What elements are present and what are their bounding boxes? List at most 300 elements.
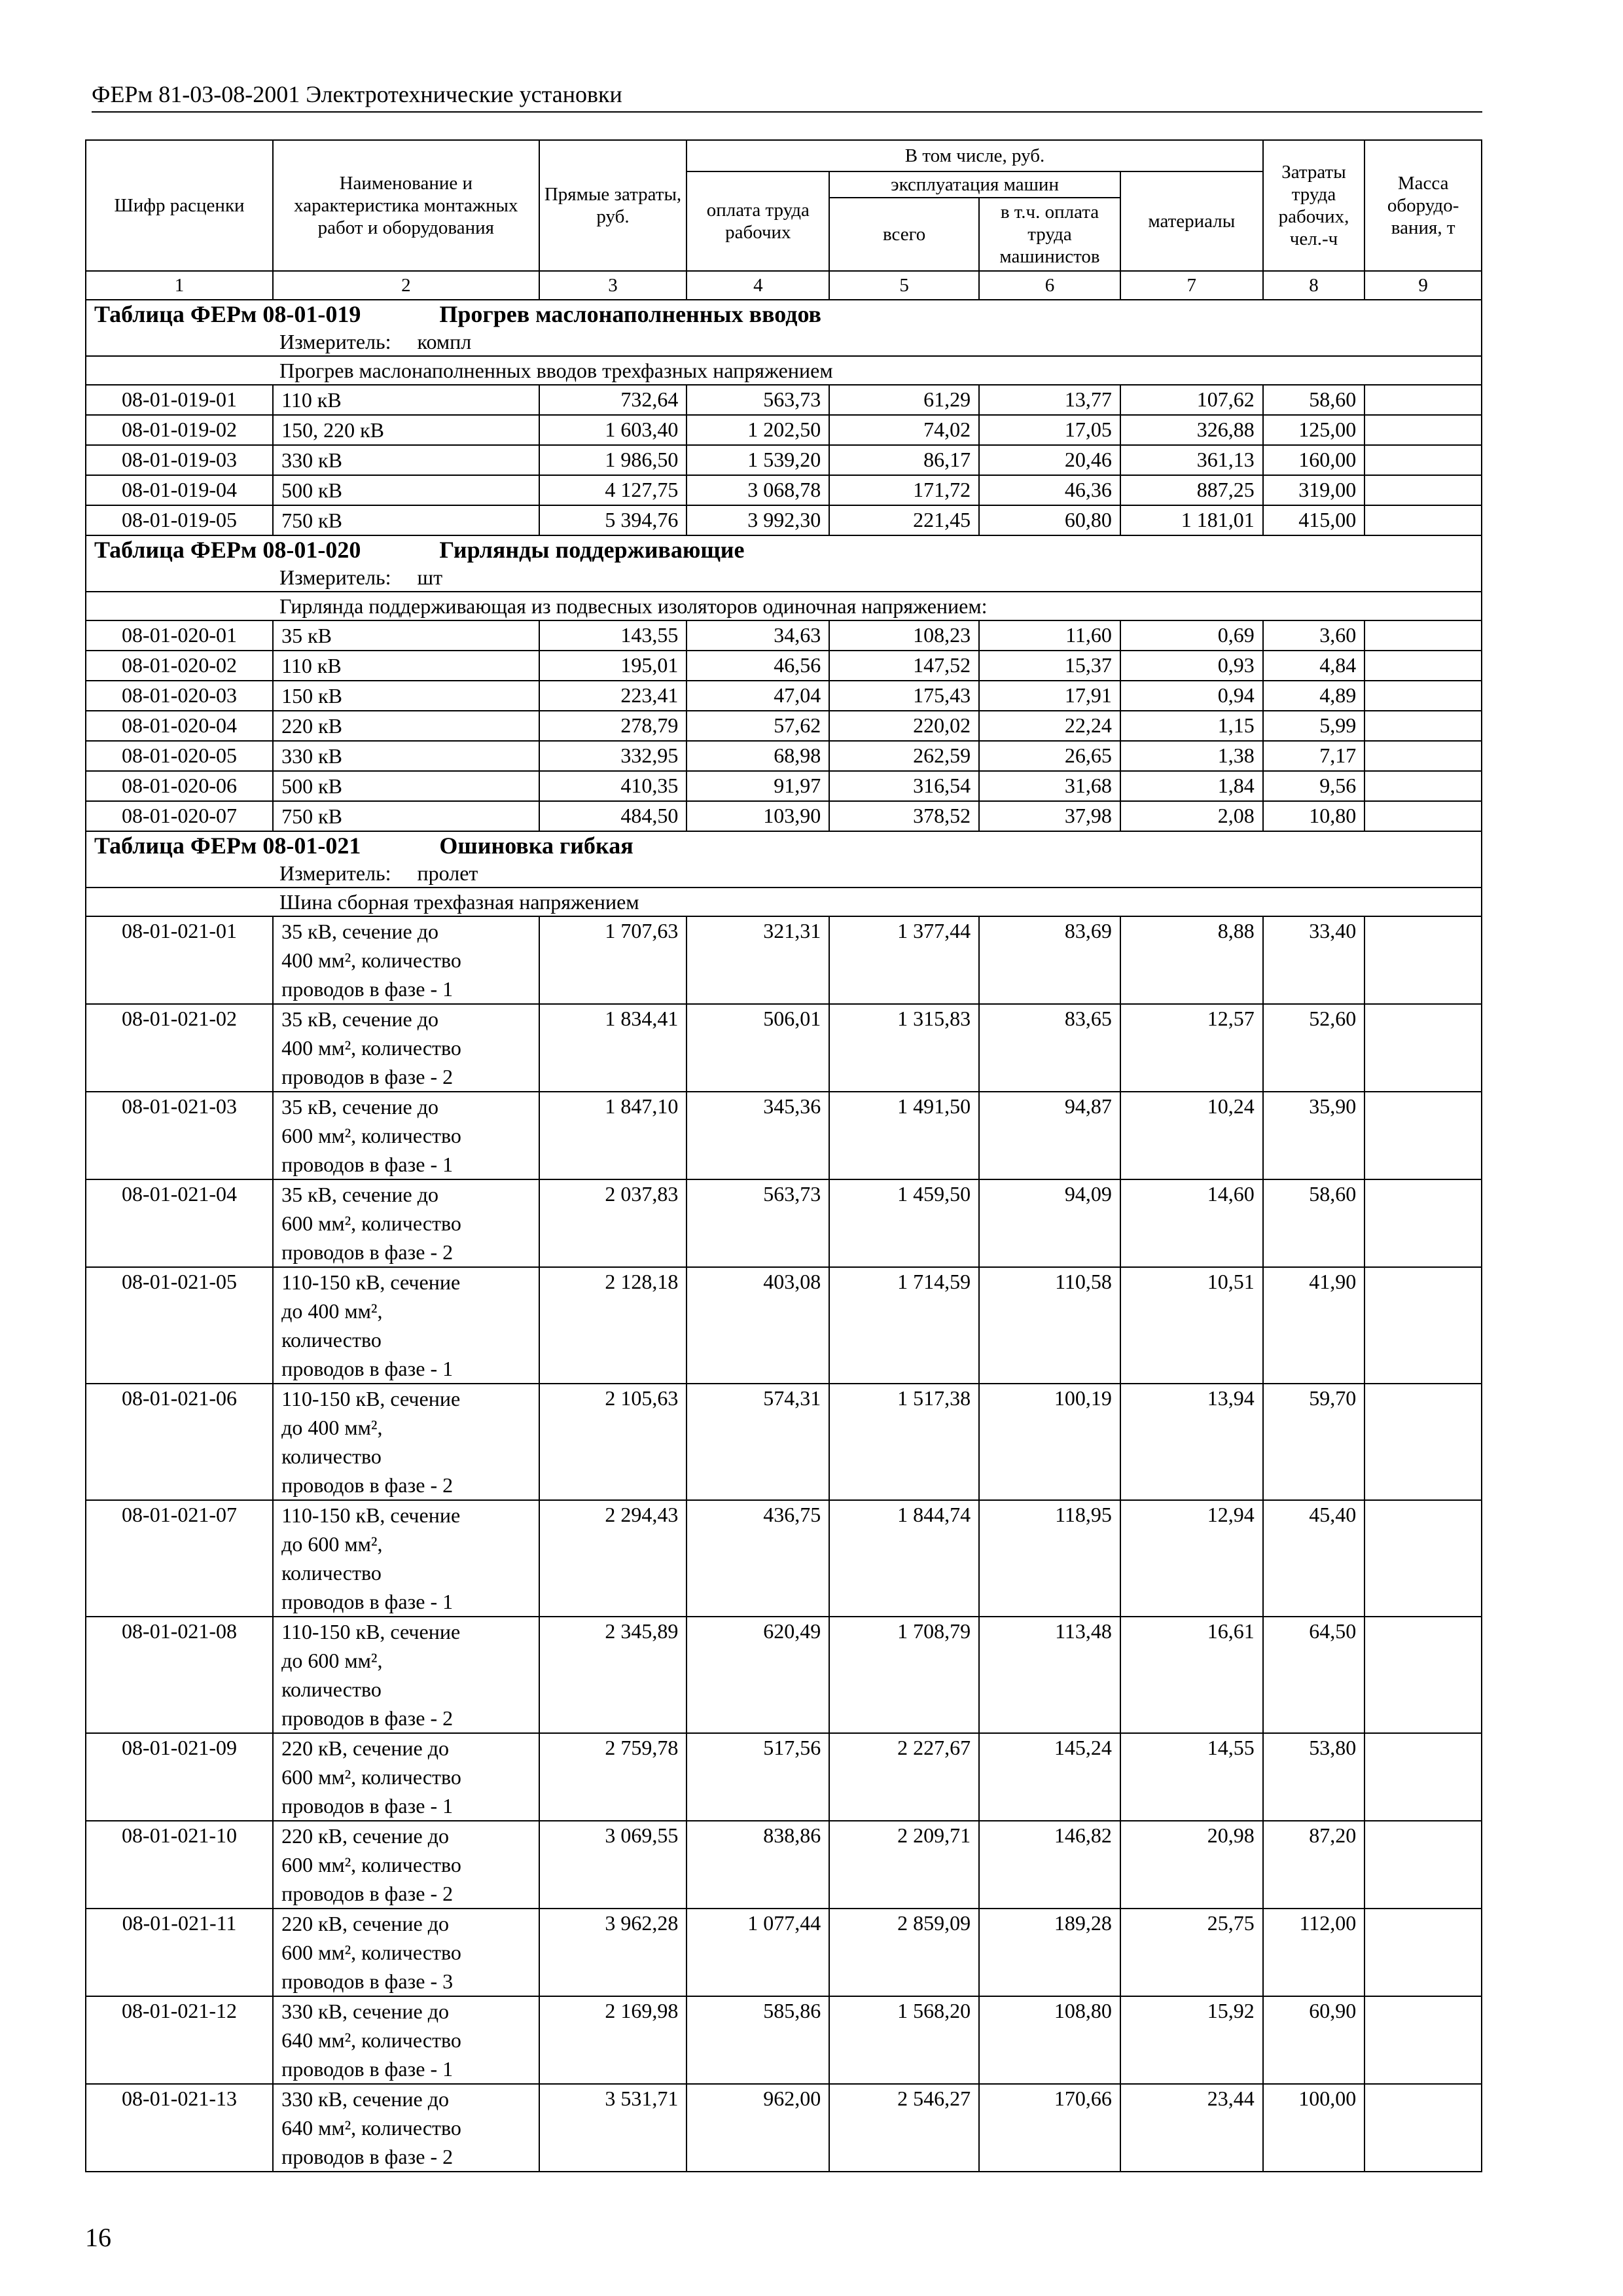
- value-materials: 8,88: [1120, 916, 1263, 1004]
- value-total: 221,45: [829, 505, 979, 535]
- table-row: [86, 1909, 1482, 1996]
- value-total: 2 859,09: [829, 1909, 979, 1996]
- value-operators: 145,24: [979, 1733, 1120, 1821]
- value-direct: 2 128,18: [539, 1267, 687, 1384]
- work-name-line: проводов в фазе - 3: [281, 1969, 454, 1993]
- value-labor: 91,97: [687, 771, 829, 801]
- value-operators: 83,65: [979, 1004, 1120, 1092]
- value-hours: 59,70: [1263, 1384, 1365, 1500]
- value-direct: 1 603,40: [539, 415, 687, 445]
- work-name-line: 330 кВ, сечение до: [281, 2000, 449, 2023]
- work-name: [273, 505, 539, 535]
- value-direct: 143,55: [539, 620, 687, 651]
- value-operators: 22,24: [979, 711, 1120, 741]
- value-labor: 585,86: [687, 1996, 829, 2084]
- value-labor: 47,04: [687, 681, 829, 711]
- rate-code: 08-01-020-02: [86, 651, 273, 681]
- header-code: Шифр расценки: [86, 140, 273, 271]
- work-name-line: проводов в фазе - 1: [281, 1357, 454, 1380]
- column-number: 9: [1364, 271, 1482, 300]
- value-materials: 14,60: [1120, 1179, 1263, 1267]
- work-name-line: 35 кВ, сечение до: [281, 1007, 438, 1031]
- table-row: [86, 741, 1482, 771]
- value-operators: 146,82: [979, 1821, 1120, 1909]
- value-direct: 223,41: [539, 681, 687, 711]
- rate-code: 08-01-021-02: [86, 1004, 273, 1092]
- work-name: [273, 475, 539, 505]
- table-row: [86, 1733, 1482, 1821]
- value-direct: 1 847,10: [539, 1092, 687, 1179]
- value-mass: [1364, 1909, 1482, 1996]
- header-name: Наименование и характеристика монтажных работ и оборудования: [273, 140, 539, 271]
- work-name: [273, 1617, 539, 1733]
- meter-value: компл: [417, 330, 472, 353]
- value-mass: [1364, 1617, 1482, 1733]
- value-operators: 94,09: [979, 1179, 1120, 1267]
- value-direct: 3 531,71: [539, 2084, 687, 2172]
- value-total: 61,29: [829, 385, 979, 415]
- section-meter-row: [86, 564, 1482, 592]
- value-direct: 332,95: [539, 741, 687, 771]
- value-mass: [1364, 1092, 1482, 1179]
- value-operators: 94,87: [979, 1092, 1120, 1179]
- work-name-line: 750 кВ: [281, 804, 342, 828]
- value-hours: 4,84: [1263, 651, 1365, 681]
- work-name-line: проводов в фазе - 1: [281, 977, 454, 1001]
- work-name-line: до 400 мм²,: [281, 1299, 383, 1323]
- value-labor: 57,62: [687, 711, 829, 741]
- value-operators: 17,91: [979, 681, 1120, 711]
- table-row: [86, 1267, 1482, 1384]
- rate-code: 08-01-021-01: [86, 916, 273, 1004]
- table-row: [86, 1384, 1482, 1500]
- value-total: 2 209,71: [829, 1821, 979, 1909]
- value-total: 316,54: [829, 771, 979, 801]
- table-row: [86, 651, 1482, 681]
- value-total: 147,52: [829, 651, 979, 681]
- value-hours: 52,60: [1263, 1004, 1365, 1092]
- work-name-line: 750 кВ: [281, 509, 342, 532]
- section-description: Прогрев маслонаполненных вводов трехфазных напряжением: [279, 359, 833, 382]
- table-body: [86, 300, 1482, 2172]
- table-row: [86, 2084, 1482, 2172]
- work-name-line: 600 мм², количество: [281, 1211, 461, 1235]
- value-mass: [1364, 741, 1482, 771]
- work-name-line: 600 мм², количество: [281, 1765, 461, 1789]
- value-total: 220,02: [829, 711, 979, 741]
- value-labor: 506,01: [687, 1004, 829, 1092]
- value-labor: 3 992,30: [687, 505, 829, 535]
- value-mass: [1364, 771, 1482, 801]
- section-label: Таблица ФЕРм 08-01-019: [94, 301, 361, 327]
- value-materials: 107,62: [1120, 385, 1263, 415]
- value-materials: 12,57: [1120, 1004, 1263, 1092]
- value-hours: 125,00: [1263, 415, 1365, 445]
- rate-code: 08-01-021-13: [86, 2084, 273, 2172]
- value-total: 74,02: [829, 415, 979, 445]
- value-operators: 26,65: [979, 741, 1120, 771]
- table-row: [86, 475, 1482, 505]
- value-operators: 17,05: [979, 415, 1120, 445]
- value-hours: 9,56: [1263, 771, 1365, 801]
- rate-code: 08-01-020-03: [86, 681, 273, 711]
- column-number: 5: [829, 271, 979, 300]
- value-direct: 4 127,75: [539, 475, 687, 505]
- rate-code: 08-01-019-05: [86, 505, 273, 535]
- value-labor: 103,90: [687, 801, 829, 831]
- value-materials: 10,51: [1120, 1267, 1263, 1384]
- work-name-line: 400 мм², количество: [281, 1036, 461, 1060]
- work-name-line: количество: [281, 1561, 382, 1585]
- rates-table: [85, 139, 1482, 2172]
- work-name-line: 220 кВ, сечение до: [281, 1912, 449, 1935]
- work-name-line: 110-150 кВ, сечение: [281, 1503, 461, 1527]
- value-hours: 87,20: [1263, 1821, 1365, 1909]
- value-operators: 31,68: [979, 771, 1120, 801]
- table-header: [86, 140, 1482, 300]
- work-name-line: 110-150 кВ, сечение: [281, 1620, 461, 1643]
- section-meter-row: [86, 859, 1482, 888]
- value-hours: 5,99: [1263, 711, 1365, 741]
- value-direct: 2 345,89: [539, 1617, 687, 1733]
- value-direct: 278,79: [539, 711, 687, 741]
- value-hours: 58,60: [1263, 1179, 1365, 1267]
- table-row: [86, 1617, 1482, 1733]
- value-direct: 2 105,63: [539, 1384, 687, 1500]
- rate-code: 08-01-021-10: [86, 1821, 273, 1909]
- work-name: [273, 711, 539, 741]
- rate-code: 08-01-020-04: [86, 711, 273, 741]
- value-labor: 3 068,78: [687, 475, 829, 505]
- meter-label: Измеритель:: [279, 861, 391, 885]
- work-name-line: 600 мм², количество: [281, 1941, 461, 1964]
- table-row: [86, 711, 1482, 741]
- work-name-line: 640 мм², количество: [281, 2116, 461, 2140]
- section-meter-row: [86, 328, 1482, 356]
- column-number: 6: [979, 271, 1120, 300]
- value-total: 2 227,67: [829, 1733, 979, 1821]
- value-materials: 2,08: [1120, 801, 1263, 831]
- value-hours: 33,40: [1263, 916, 1365, 1004]
- work-name: [273, 1179, 539, 1267]
- work-name-line: количество: [281, 1444, 382, 1468]
- work-name-line: 220 кВ, сечение до: [281, 1736, 449, 1760]
- work-name-line: 500 кВ: [281, 478, 342, 502]
- work-name: [273, 445, 539, 475]
- rate-code: 08-01-021-06: [86, 1384, 273, 1500]
- work-name-line: до 400 мм²,: [281, 1416, 383, 1439]
- value-labor: 563,73: [687, 385, 829, 415]
- work-name: [273, 771, 539, 801]
- value-total: 1 714,59: [829, 1267, 979, 1384]
- value-total: 1 377,44: [829, 916, 979, 1004]
- value-mass: [1364, 916, 1482, 1004]
- section-description-row: [86, 356, 1482, 385]
- work-name: [273, 681, 539, 711]
- work-name: [273, 1500, 539, 1617]
- column-number: 7: [1120, 271, 1263, 300]
- work-name: [273, 1909, 539, 1996]
- value-direct: 5 394,76: [539, 505, 687, 535]
- value-mass: [1364, 1733, 1482, 1821]
- value-direct: 2 759,78: [539, 1733, 687, 1821]
- value-direct: 2 169,98: [539, 1996, 687, 2084]
- work-name-line: проводов в фазе - 2: [281, 1240, 454, 1264]
- header-labor-pay: оплата труда рабочих: [687, 171, 829, 271]
- value-labor: 1 077,44: [687, 1909, 829, 1996]
- rate-code: 08-01-021-07: [86, 1500, 273, 1617]
- column-numbers-row: [86, 271, 1482, 300]
- header-direct-costs: Прямые затраты, руб.: [539, 140, 687, 271]
- table-row: [86, 1179, 1482, 1267]
- value-operators: 108,80: [979, 1996, 1120, 2084]
- value-materials: 10,24: [1120, 1092, 1263, 1179]
- work-name-line: количество: [281, 1677, 382, 1701]
- value-labor: 46,56: [687, 651, 829, 681]
- value-materials: 13,94: [1120, 1384, 1263, 1500]
- rate-code: 08-01-019-01: [86, 385, 273, 415]
- value-hours: 35,90: [1263, 1092, 1365, 1179]
- column-number: 2: [273, 271, 539, 300]
- table-row: [86, 771, 1482, 801]
- work-name: [273, 651, 539, 681]
- page-header: [92, 77, 1482, 113]
- header-equipment-mass: Масса оборудо-вания, т: [1364, 140, 1482, 271]
- work-name-line: количество: [281, 1328, 382, 1352]
- rate-code: 08-01-019-04: [86, 475, 273, 505]
- header-materials: материалы: [1120, 171, 1263, 271]
- work-name: [273, 1996, 539, 2084]
- value-operators: 113,48: [979, 1617, 1120, 1733]
- value-operators: 13,77: [979, 385, 1120, 415]
- section-description: Шина сборная трехфазная напряжением: [279, 890, 639, 914]
- rate-code: 08-01-020-05: [86, 741, 273, 771]
- section-title: Ошиновка гибкая: [439, 833, 633, 859]
- value-labor: 345,36: [687, 1092, 829, 1179]
- meter-label: Измеритель:: [279, 330, 391, 353]
- value-total: 378,52: [829, 801, 979, 831]
- value-total: 2 546,27: [829, 2084, 979, 2172]
- table-row: [86, 681, 1482, 711]
- value-materials: 0,69: [1120, 620, 1263, 651]
- rate-code: 08-01-021-04: [86, 1179, 273, 1267]
- table-row: [86, 1500, 1482, 1617]
- value-mass: [1364, 415, 1482, 445]
- value-labor: 436,75: [687, 1500, 829, 1617]
- section-title: Прогрев маслонаполненных вводов: [439, 301, 821, 327]
- value-mass: [1364, 681, 1482, 711]
- work-name: [273, 1092, 539, 1179]
- column-number: 8: [1263, 271, 1365, 300]
- value-labor: 838,86: [687, 1821, 829, 1909]
- value-mass: [1364, 1004, 1482, 1092]
- value-direct: 2 037,83: [539, 1179, 687, 1267]
- work-name-line: 330 кВ: [281, 448, 342, 472]
- work-name: [273, 1733, 539, 1821]
- value-hours: 53,80: [1263, 1733, 1365, 1821]
- value-operators: 60,80: [979, 505, 1120, 535]
- value-hours: 4,89: [1263, 681, 1365, 711]
- table-row: [86, 1092, 1482, 1179]
- work-name: [273, 620, 539, 651]
- table-row: [86, 620, 1482, 651]
- table-row: [86, 505, 1482, 535]
- rate-code: 08-01-020-06: [86, 771, 273, 801]
- rate-code: 08-01-021-12: [86, 1996, 273, 2084]
- value-operators: 189,28: [979, 1909, 1120, 1996]
- value-labor: 321,31: [687, 916, 829, 1004]
- value-total: 262,59: [829, 741, 979, 771]
- value-materials: 12,94: [1120, 1500, 1263, 1617]
- work-name: [273, 415, 539, 445]
- table-row: [86, 1004, 1482, 1092]
- table-row: [86, 1821, 1482, 1909]
- value-mass: [1364, 1384, 1482, 1500]
- value-operators: 83,69: [979, 916, 1120, 1004]
- value-operators: 100,19: [979, 1384, 1120, 1500]
- value-labor: 563,73: [687, 1179, 829, 1267]
- work-name-line: проводов в фазе - 2: [281, 1473, 454, 1497]
- table-row: [86, 385, 1482, 415]
- value-total: 175,43: [829, 681, 979, 711]
- value-labor: 620,49: [687, 1617, 829, 1733]
- value-labor: 517,56: [687, 1733, 829, 1821]
- work-name-line: проводов в фазе - 1: [281, 1153, 454, 1176]
- value-operators: 20,46: [979, 445, 1120, 475]
- value-mass: [1364, 505, 1482, 535]
- work-name-line: 330 кВ, сечение до: [281, 2087, 449, 2111]
- work-name-line: 35 кВ, сечение до: [281, 1095, 438, 1119]
- rate-code: 08-01-020-01: [86, 620, 273, 651]
- value-mass: [1364, 1500, 1482, 1617]
- work-name-line: проводов в фазе - 2: [281, 2145, 454, 2168]
- table-row: [86, 801, 1482, 831]
- rate-code: 08-01-021-08: [86, 1617, 273, 1733]
- value-total: 108,23: [829, 620, 979, 651]
- work-name-line: проводов в фазе - 2: [281, 1065, 454, 1088]
- value-mass: [1364, 1267, 1482, 1384]
- value-total: 1 315,83: [829, 1004, 979, 1092]
- work-name-line: 35 кВ, сечение до: [281, 1183, 438, 1206]
- work-name: [273, 1004, 539, 1092]
- work-name: [273, 741, 539, 771]
- value-direct: 484,50: [539, 801, 687, 831]
- value-materials: 23,44: [1120, 2084, 1263, 2172]
- work-name-line: 110 кВ: [281, 654, 342, 677]
- document-title: ФЕРм 81-03-08-2001 Электротехнические установки: [92, 81, 622, 107]
- meter-value: пролет: [417, 861, 478, 885]
- value-direct: 1 834,41: [539, 1004, 687, 1092]
- value-mass: [1364, 1821, 1482, 1909]
- work-name-line: до 600 мм²,: [281, 1532, 383, 1556]
- rate-code: 08-01-021-05: [86, 1267, 273, 1384]
- value-mass: [1364, 445, 1482, 475]
- work-name: [273, 801, 539, 831]
- meter-value: шт: [417, 565, 443, 589]
- value-direct: 1 986,50: [539, 445, 687, 475]
- value-direct: 195,01: [539, 651, 687, 681]
- value-total: 1 517,38: [829, 1384, 979, 1500]
- work-name: [273, 2084, 539, 2172]
- work-name-line: 35 кВ: [281, 624, 332, 647]
- value-labor: 1 539,20: [687, 445, 829, 475]
- value-operators: 110,58: [979, 1267, 1120, 1384]
- section-description-row: [86, 592, 1482, 620]
- table-row: [86, 445, 1482, 475]
- value-labor: 574,31: [687, 1384, 829, 1500]
- value-total: 1 491,50: [829, 1092, 979, 1179]
- work-name-line: проводов в фазе - 1: [281, 2057, 454, 2081]
- value-total: 86,17: [829, 445, 979, 475]
- work-name-line: 150 кВ: [281, 684, 342, 708]
- value-labor: 962,00: [687, 2084, 829, 2172]
- value-mass: [1364, 1996, 1482, 2084]
- value-hours: 319,00: [1263, 475, 1365, 505]
- header-operators-pay: в т.ч. оплата труда машинистов: [979, 198, 1120, 271]
- work-name: [273, 916, 539, 1004]
- value-materials: 16,61: [1120, 1617, 1263, 1733]
- section-label: Таблица ФЕРм 08-01-021: [94, 833, 361, 859]
- value-direct: 410,35: [539, 771, 687, 801]
- work-name: [273, 385, 539, 415]
- value-hours: 45,40: [1263, 1500, 1365, 1617]
- value-hours: 64,50: [1263, 1617, 1365, 1733]
- value-operators: 37,98: [979, 801, 1120, 831]
- work-name-line: 110-150 кВ, сечение: [281, 1270, 461, 1294]
- value-hours: 10,80: [1263, 801, 1365, 831]
- column-number: 3: [539, 271, 687, 300]
- value-hours: 60,90: [1263, 1996, 1365, 2084]
- work-name-line: 220 кВ: [281, 714, 342, 738]
- section-label: Таблица ФЕРм 08-01-020: [94, 537, 361, 563]
- work-name-line: 640 мм², количество: [281, 2028, 461, 2052]
- rate-code: 08-01-019-02: [86, 415, 273, 445]
- value-direct: 732,64: [539, 385, 687, 415]
- value-materials: 0,93: [1120, 651, 1263, 681]
- value-mass: [1364, 2084, 1482, 2172]
- value-operators: 15,37: [979, 651, 1120, 681]
- section-title-row: [86, 300, 1482, 328]
- value-operators: 170,66: [979, 2084, 1120, 2172]
- work-name-line: 110 кВ: [281, 388, 342, 412]
- page-number: 16: [85, 2223, 111, 2252]
- work-name-line: 600 мм², количество: [281, 1124, 461, 1147]
- value-materials: 20,98: [1120, 1821, 1263, 1909]
- value-mass: [1364, 1179, 1482, 1267]
- work-name-line: проводов в фазе - 2: [281, 1882, 454, 1905]
- rate-code: 08-01-020-07: [86, 801, 273, 831]
- work-name-line: 150, 220 кВ: [281, 418, 384, 442]
- work-name-line: 400 мм², количество: [281, 948, 461, 972]
- value-materials: 326,88: [1120, 415, 1263, 445]
- value-hours: 41,90: [1263, 1267, 1365, 1384]
- work-name-line: проводов в фазе - 1: [281, 1590, 454, 1613]
- rate-code: 08-01-021-09: [86, 1733, 273, 1821]
- value-materials: 15,92: [1120, 1996, 1263, 2084]
- section-description: Гирлянда поддерживающая из подвесных изоляторов одиночная напряжением:: [279, 594, 988, 618]
- work-name-line: до 600 мм²,: [281, 1649, 383, 1672]
- header-including: В том числе, руб.: [687, 140, 1262, 171]
- work-name-line: проводов в фазе - 2: [281, 1706, 454, 1730]
- section-description-row: [86, 888, 1482, 916]
- value-materials: 1,38: [1120, 741, 1263, 771]
- value-hours: 415,00: [1263, 505, 1365, 535]
- value-materials: 1,15: [1120, 711, 1263, 741]
- value-mass: [1364, 711, 1482, 741]
- rate-code: 08-01-021-11: [86, 1909, 273, 1996]
- value-direct: 3 962,28: [539, 1909, 687, 1996]
- column-number: 1: [86, 271, 273, 300]
